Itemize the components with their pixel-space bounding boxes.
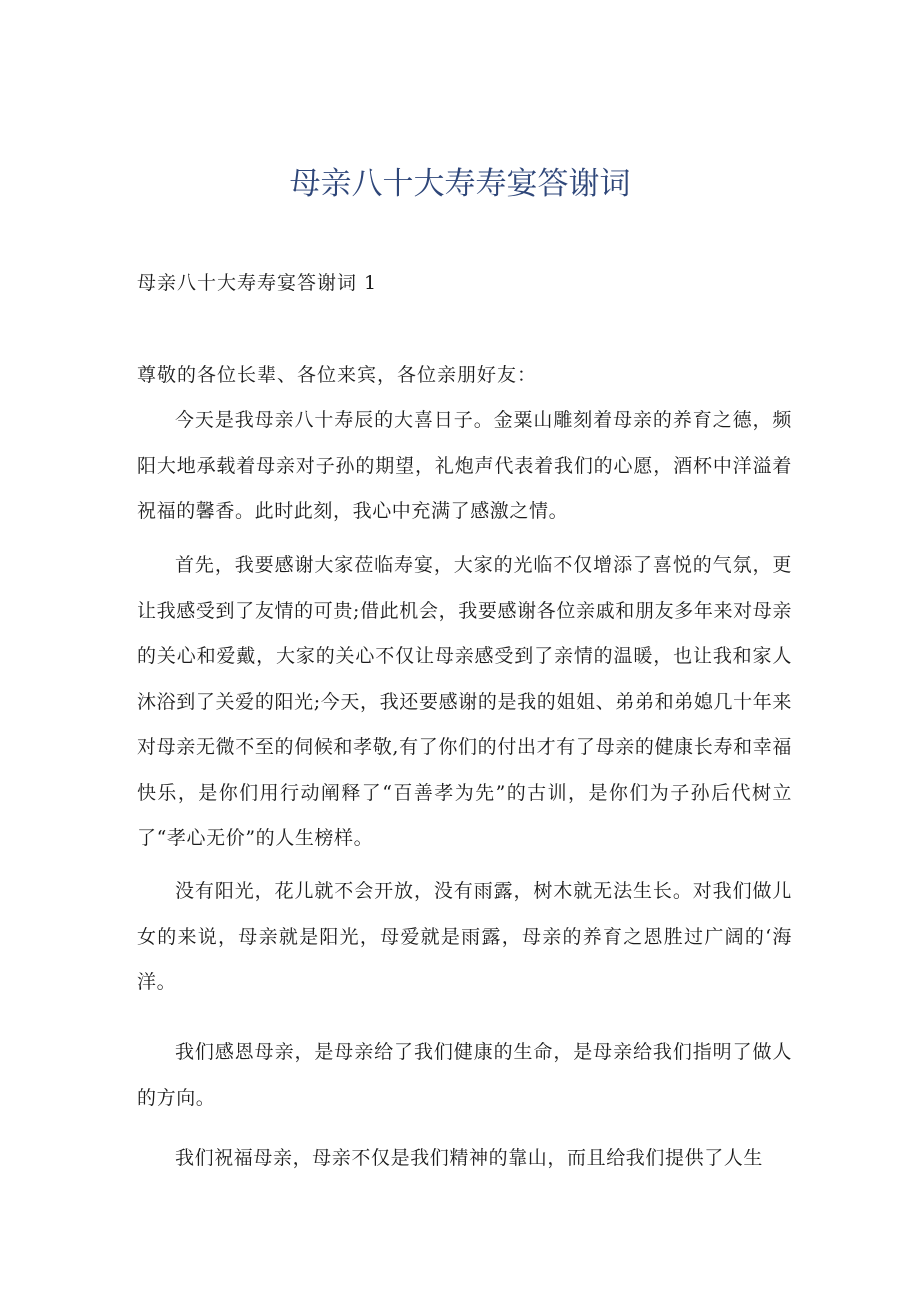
paragraph-5: 我们祝福母亲，母亲不仅是我们精神的靠山，而且给我们提供了人生	[175, 1147, 764, 1169]
document-title: 母亲八十大寿寿宴答谢词	[289, 166, 631, 202]
salutation: 尊敬的各位长辈、各位来宾，各位亲朋好友：	[137, 364, 538, 386]
section-heading: 母亲八十大寿寿宴答谢词 1	[137, 272, 378, 294]
paragraph-3: 没有阳光，花儿就不会开放，没有雨露，树木就无法生长。对我们做儿女的来说，母亲就是阳光，母爱就是雨露，母亲的养育之恩胜过广阔的‘海洋。	[137, 880, 792, 993]
paragraph-2: 首先，我要感谢大家莅临寿宴，大家的光临不仅增添了喜悦的气氛，更让我感受到了友情的可贵;借此机会，我要感谢各位亲戚和朋友多年来对母亲的关心和爱戴，大家的关心不仅让母亲感受到了亲情的温暖，也让我和家人沐浴到了关爱的阳光;今天，我还要感谢的是我的姐姐、弟弟和弟媳几十年来对母亲无微不至的伺候和孝敬,有了你们的付出才有了母亲的健康长寿和幸福快乐，是你们用行动阐释了“百善孝为先”的古训，是你们为子孙后代树立了“孝心无价”的人生榜样。	[137, 554, 792, 849]
paragraph-1: 今天是我母亲八十寿辰的大喜日子。金粟山雕刻着母亲的养育之德，频阳大地承载着母亲对子孙的期望，礼炮声代表着我们的心愿，酒杯中洋溢着祝福的馨香。此时此刻，我心中充满了感激之情。	[137, 409, 792, 522]
paragraph-4: 我们感恩母亲，是母亲给了我们健康的生命，是母亲给我们指明了做人的方向。	[137, 1041, 792, 1109]
